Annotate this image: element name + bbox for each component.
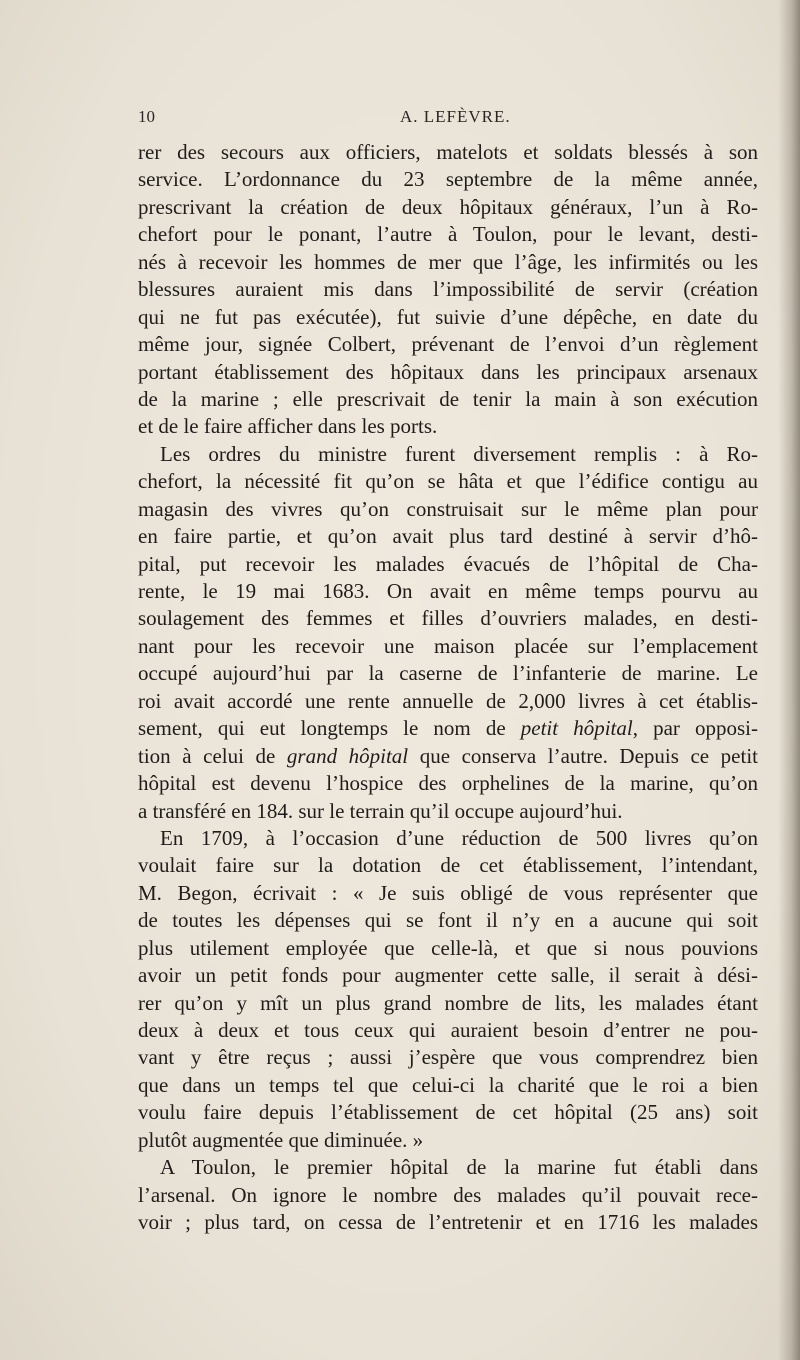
text-line: A Toulon, le premier hôpital de la marine fut établi dans	[160, 1155, 758, 1180]
text-line: rente, le 19 mai 1683. On avait en même temps pourvu au	[138, 579, 758, 603]
text-line: occupé aujourd’hui par la caserne de l’infanterie de marine. Le	[138, 661, 758, 686]
text-line: avoir un petit fonds pour augmenter cette salle, il serait à dési-	[138, 963, 758, 988]
text-line: chefort, la nécessité fit qu’on se hâta et que l’édifice contigu au	[138, 469, 758, 494]
running-head: A. LEFÈVRE.	[400, 107, 511, 126]
text-line: nés à recevoir les hommes de mer que l’âge, les infirmités ou les	[138, 249, 758, 274]
text-line: portant établissement des hôpitaux dans les principaux arsenaux	[138, 359, 758, 384]
text-line: voulait faire sur la dotation de cet établissement, l’intendant,	[138, 853, 758, 878]
text-line: soulagement des femmes et filles d’ouvriers malades, en desti-	[138, 606, 758, 631]
page-binding-shadow	[778, 0, 800, 1360]
text-segment: que conserva l’autre. Depuis ce petit	[408, 743, 758, 768]
text-line: même jour, signée Colbert, prévenant de l’envoi d’un règlement	[138, 332, 758, 357]
text-line	[138, 715, 758, 742]
text-line: blessures auraient mis dans l’impossibilité de servir (création	[138, 277, 758, 302]
text-line: service. L’ordonnance du 23 septembre de la même année,	[138, 167, 758, 192]
text-line: rer des secours aux officiers, matelots et soldats blessés à son	[138, 140, 758, 164]
text-line: chefort pour le ponant, l’autre à Toulon, pour le levant, desti-	[138, 222, 758, 247]
italic-phrase: grand hôpital	[286, 743, 409, 768]
text-line: hôpital est devenu l’hospice des orphelines de la marine, qu’on	[138, 771, 758, 796]
text-line: pital, put recevoir les malades évacués de l’hôpital de Cha-	[138, 551, 758, 576]
text-line: voir ; plus tard, on cessa de l’entretenir et en 1716 les malades	[138, 1210, 758, 1235]
page-header	[138, 107, 758, 133]
text-segment: tion à celui de	[138, 743, 287, 768]
text-line: nant pour les recevoir une maison placée sur l’emplacement	[138, 633, 758, 658]
text-line: en faire partie, et qu’on avait plus tard destiné à servir d’hô-	[138, 524, 758, 549]
text-line: prescrivant la création de deux hôpitaux généraux, l’un à Ro-	[138, 194, 758, 219]
text-segment: , par opposi-	[632, 716, 758, 741]
text-line: M. Begon, écrivait : « Je suis obligé de vous représenter que	[138, 880, 758, 905]
text-line: magasin des vivres qu’on construisait sur le même plan pour	[138, 496, 758, 521]
text-line: plutôt augmentée que diminuée. »	[138, 1127, 424, 1152]
italic-phrase: petit hôpital	[520, 716, 633, 741]
text-line: vant y être reçus ; aussi j’espère que vous comprendrez bien	[138, 1045, 758, 1070]
text-line: En 1709, à l’occasion d’une réduction de 500 livres qu’on	[160, 825, 758, 850]
text-line: Les ordres du ministre furent diversement remplis : à Ro-	[160, 441, 758, 466]
text-line: de toutes les dépenses qui se font il n’y en a aucune qui soit	[138, 908, 758, 933]
text-line: de la marine ; elle prescrivait de tenir la main à son exécution	[138, 386, 758, 411]
text-line: a transféré en 184. sur le terrain qu’il occupe aujourd’hui.	[138, 798, 623, 823]
text-line: deux à deux et tous ceux qui auraient besoin d’entrer ne pou-	[138, 1018, 758, 1042]
text-line: roi avait accordé une rente annuelle de 2,000 livres à cet établis-	[138, 688, 758, 713]
text-line: l’arsenal. On ignore le nombre des malades qu’il pouvait rece-	[138, 1182, 758, 1207]
text-line: plus utilement employée que celle-là, et que si nous pouvions	[138, 935, 758, 960]
text-line: voulu faire depuis l’établissement de cet hôpital (25 ans) soit	[138, 1100, 758, 1125]
text-line: et de le faire afficher dans les ports.	[138, 414, 438, 439]
text-segment: sement, qui eut longtemps le nom de	[138, 716, 521, 741]
page-number: 10	[138, 107, 155, 126]
text-line: que dans un temps tel que celui-ci la charité que le roi a bien	[138, 1072, 758, 1097]
body-text	[138, 139, 758, 1237]
text-line: qui ne fut pas exécutée), fut suivie d’une dépêche, en date du	[138, 304, 758, 329]
text-line: rer qu’on y mît un plus grand nombre de lits, les malades étant	[138, 990, 758, 1015]
text-line	[138, 743, 758, 770]
